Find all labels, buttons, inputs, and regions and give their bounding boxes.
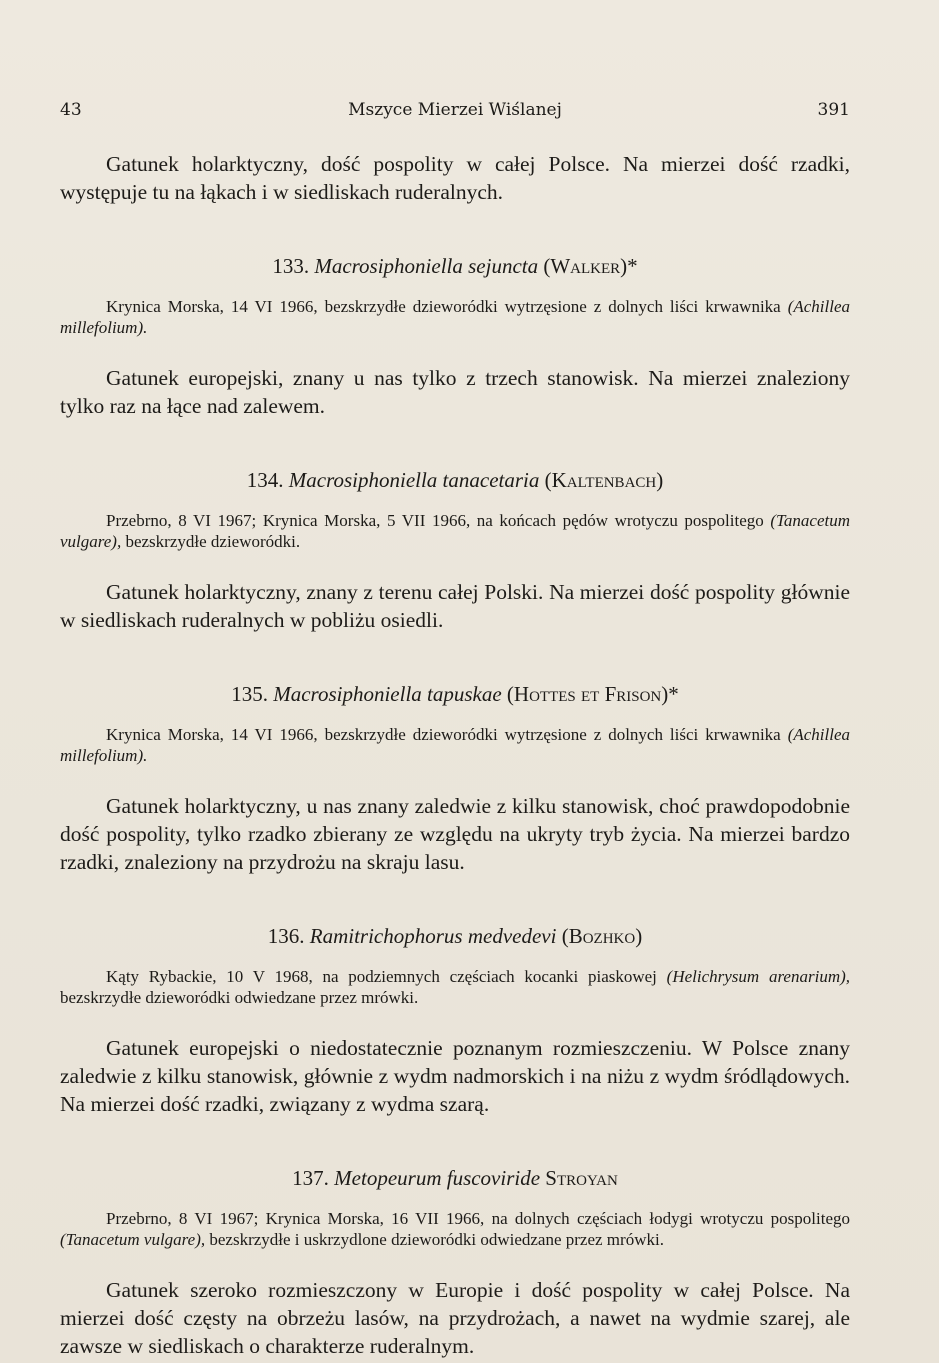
record-text: Kąty Rybackie, 10 V 1968, na podziemnych częściach kocanki piaskowej xyxy=(106,967,657,986)
species-heading-135 xyxy=(60,680,850,708)
running-header xyxy=(60,100,850,124)
header-title: Mszyce Mierzei Wiślanej xyxy=(348,100,562,120)
record-134 xyxy=(60,510,850,552)
species-number: 136. xyxy=(267,924,305,948)
record-136 xyxy=(60,966,850,1008)
species-name: Ramitrichophorus medvedevi xyxy=(309,924,557,948)
species-author: (Bozhko) xyxy=(561,924,643,948)
species-author: (Walker)* xyxy=(543,254,638,278)
species-author: (Kaltenbach) xyxy=(544,468,664,492)
record-host: (Helichrysum arenarium), xyxy=(666,967,851,986)
header-left-number: 43 xyxy=(60,100,82,120)
species-heading-136 xyxy=(60,922,850,950)
species-heading-133 xyxy=(60,252,850,280)
record-text: Przebrno, 8 VI 1967; Krynica Morska, 5 VII 1966, na końcach pędów wrotyczu pospolitego xyxy=(106,511,764,530)
record-133 xyxy=(60,296,850,338)
record-text: Przebrno, 8 VI 1967; Krynica Morska, 16 VII 1966, na dolnych częściach łodygi wrotyczu pospolitego xyxy=(106,1209,850,1228)
note-134: Gatunek holarktyczny, znany z terenu całej Polski. Na mierzei dość pospolity głównie w siedliskach ruderalnych w pobliżu osiedli. xyxy=(60,580,850,632)
species-heading-137 xyxy=(60,1164,850,1192)
species-number: 134. xyxy=(246,468,284,492)
species-name: Macrosiphoniella sejuncta xyxy=(314,254,539,278)
record-host: (Tanacetum vulgare), xyxy=(60,511,850,551)
species-number: 135. xyxy=(231,682,268,706)
note-135: Gatunek holarktyczny, u nas znany zaledwie z kilku stanowisk, choć prawdopodobnie dość pospolity, tylko rzadko zbierany ze względu na ukryty tryb życia. Na mierzei bardzo rzadki, znaleziony na przydrożu na skraju lasu. xyxy=(60,794,850,874)
record-host: (Achillea millefolium). xyxy=(60,725,850,765)
species-name: Macrosiphoniella tapuskae xyxy=(273,682,502,706)
record-tail: bezskrzydłe dzieworódki odwiedzane przez mrówki. xyxy=(60,988,419,1007)
species-number: 137. xyxy=(292,1166,329,1190)
species-number: 133. xyxy=(272,254,310,278)
page-number: 391 xyxy=(817,100,850,120)
species-author: Stroyan xyxy=(545,1166,618,1190)
record-text: Krynica Morska, 14 VI 1966, bezskrzydłe dzieworódki wytrzęsione z dolnych liści krwawnika xyxy=(106,725,781,744)
record-tail: bezskrzydłe dzieworódki. xyxy=(125,532,301,551)
species-author: (Hottes et Frison)* xyxy=(506,682,679,706)
record-text: Krynica Morska, 14 VI 1966, bezskrzydłe dzieworódki wytrzęsione z dolnych liści krwawnika xyxy=(106,297,781,316)
note-133: Gatunek europejski, znany u nas tylko z trzech stanowisk. Na mierzei znaleziony tylko raz na łące nad zalewem. xyxy=(60,366,850,418)
note-137: Gatunek szeroko rozmieszczony w Europie i dość pospolity w całej Polsce. Na mierzei dość częsty na obrzeżu lasów, na przydrożach, a nawet na wydmie szarej, ale zawsze w siedliskach o charakterze ruderalnym. xyxy=(60,1278,850,1358)
species-name: Metopeurum fuscoviride xyxy=(334,1166,541,1190)
page-body xyxy=(60,150,850,1360)
species-heading-134 xyxy=(60,466,850,494)
record-host: (Tanacetum vulgare), xyxy=(60,1230,206,1249)
note-136: Gatunek europejski o niedostatecznie poznanym rozmieszczeniu. W Polsce znany zaledwie z kilku stanowisk, głównie z wydm nadmorskich i na niżu z wydm śródlądowych. Na mierzei dość rzadki, związany z wydma szarą. xyxy=(60,1036,850,1116)
record-137 xyxy=(60,1208,850,1250)
species-name: Macrosiphoniella tanacetaria xyxy=(288,468,540,492)
record-host: (Achillea millefolium). xyxy=(60,297,850,337)
intro-paragraph: Gatunek holarktyczny, dość pospolity w całej Polsce. Na mierzei dość rzadki, występuje tu na łąkach i w siedliskach ruderalnych. xyxy=(60,152,850,204)
record-135 xyxy=(60,724,850,766)
record-tail: bezskrzydłe i uskrzydlone dzieworódki odwiedzane przez mrówki. xyxy=(209,1230,664,1249)
